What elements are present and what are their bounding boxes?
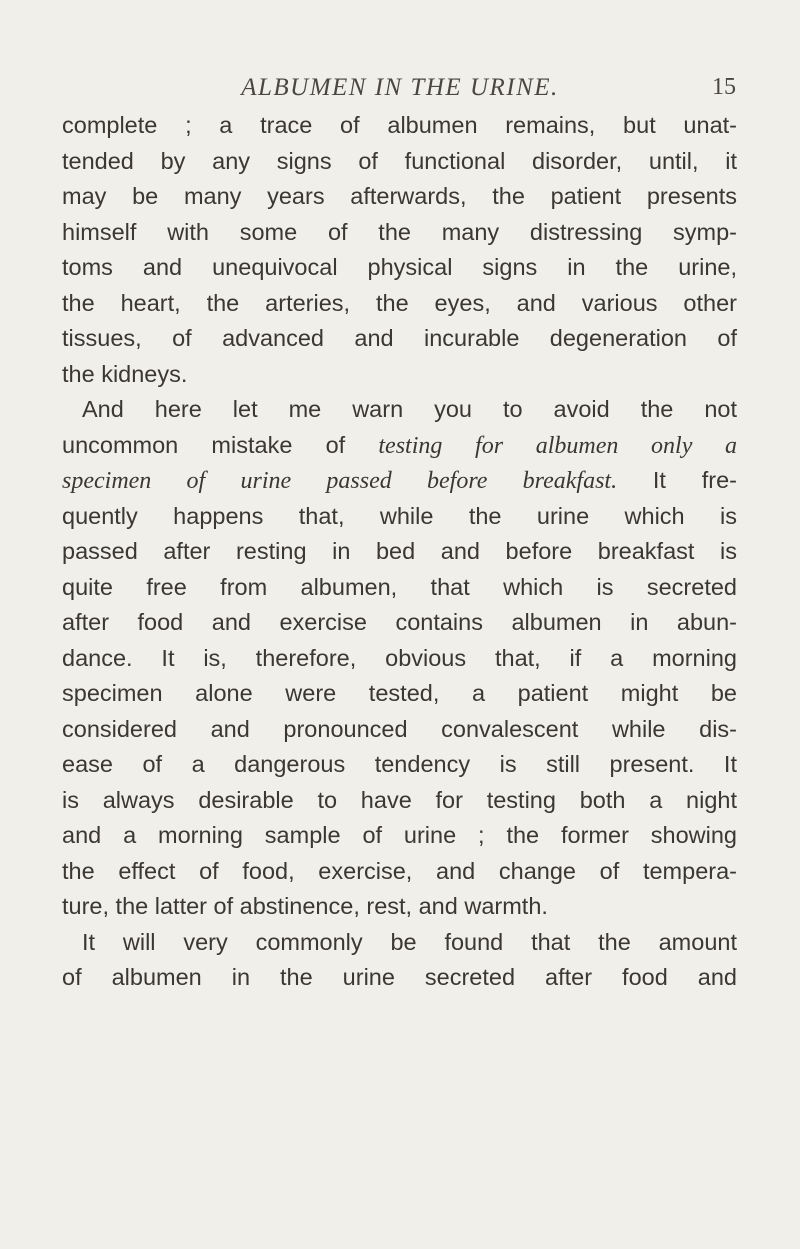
text-line: himself with some of the many distressing symp-: [62, 218, 737, 245]
text-line: and a morning sample of urine ; the former showing: [62, 822, 737, 848]
text-line: the effect of food, exercise, and change of tempera-: [62, 857, 737, 884]
text-line: passed after resting in bed and before breakfast is: [62, 538, 737, 564]
text-line: considered and pronounced convalescent while dis-: [62, 715, 737, 742]
text-line: of albumen in the urine secreted after food and: [62, 964, 737, 990]
text-line: dance. It is, therefore, obvious that, if a morning: [62, 644, 737, 671]
text-line: the heart, the arteries, the eyes, and various other: [62, 289, 737, 316]
text-span: uncommon mistake of: [62, 431, 379, 458]
text-line: tissues, of advanced and incurable degeneration of: [62, 325, 737, 351]
running-head: [60, 70, 740, 110]
text-line: complete ; a trace of albumen remains, but unat-: [62, 112, 737, 138]
text-line: quite free from albumen, that which is secreted: [62, 573, 737, 600]
text-line: tended by any signs of functional disorder, until, it: [62, 147, 737, 174]
text-line: the kidneys.: [62, 360, 188, 387]
text-line: is always desirable to have for testing both a night: [62, 786, 737, 813]
text-line: after food and exercise contains albumen in abun-: [62, 609, 737, 635]
text-line: quently happens that, while the urine which is: [62, 502, 737, 529]
emphasis-text: testing for albumen only a: [378, 432, 738, 459]
body-text: [62, 108, 737, 996]
text-line: ture, the latter of abstinence, rest, and warmth.: [62, 893, 548, 919]
text-span: It fre-: [617, 467, 737, 493]
page-number: 15: [712, 74, 736, 100]
running-title: ALBUMEN IN THE URINE.: [241, 74, 559, 101]
text-line: ease of a dangerous tendency is still present. It: [62, 751, 737, 777]
text-line: specimen alone were tested, a patient might be: [62, 680, 737, 706]
text-line: toms and unequivocal physical signs in the urine,: [62, 254, 737, 280]
text-line: may be many years afterwards, the patient presents: [62, 183, 737, 209]
emphasis-text: specimen of urine passed before breakfast.: [62, 468, 618, 494]
text-line: It will very commonly be found that the amount: [82, 928, 737, 955]
text-line-mixed: [62, 463, 737, 499]
text-line-mixed: [62, 428, 737, 464]
text-line: And here let me warn you to avoid the not: [82, 396, 737, 422]
